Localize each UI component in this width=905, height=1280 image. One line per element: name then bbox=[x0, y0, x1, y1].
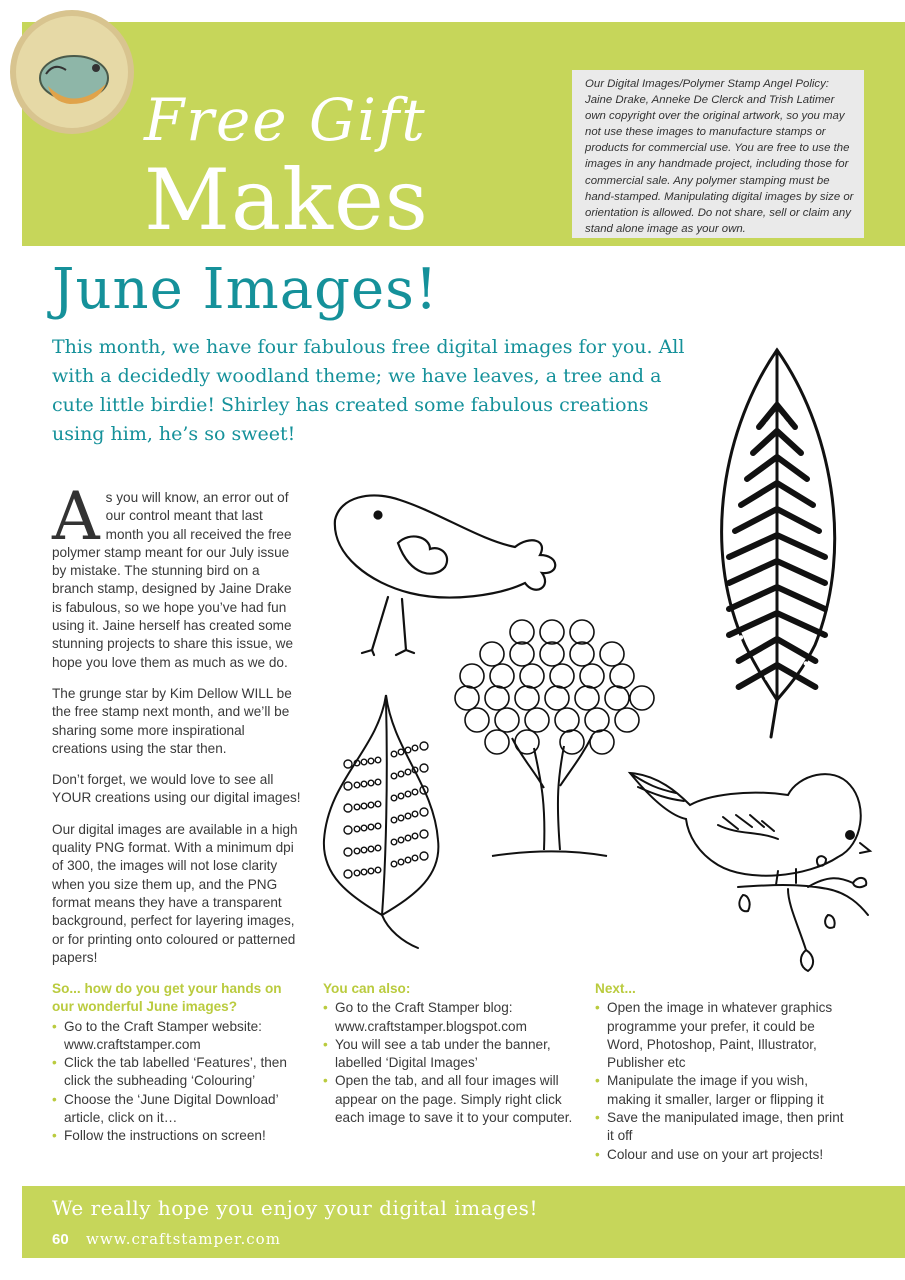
heart-leaf-illustration bbox=[318, 690, 446, 952]
list-item: • Open the image in whatever graphics programme your prefer, it could be Word, Photoshop, Paint, Illustrator, Publisher etc bbox=[595, 999, 850, 1072]
list-item: • Choose the ‘June Digital Download’ article, click on it… bbox=[52, 1091, 307, 1128]
footer-tagline: We really hope you enjoy your digital images! bbox=[52, 1196, 538, 1220]
chevron-leaf-illustration bbox=[705, 345, 855, 740]
list-item: • Follow the instructions on screen! bbox=[52, 1127, 307, 1145]
list-item: • Open the tab, and all four images will appear on the page. Simply right click each image to save it to your computer. bbox=[323, 1072, 578, 1127]
list-item: • You will see a tab under the banner, labelled ‘Digital Images’ bbox=[323, 1036, 578, 1073]
list-item: • Go to the Craft Stamper website: www.craftstamper.com bbox=[52, 1018, 307, 1055]
footer-website: www.craftstamper.com bbox=[86, 1230, 281, 1248]
page-headline: June Images! bbox=[52, 257, 439, 322]
column-how-to-get bbox=[52, 980, 307, 1146]
paragraph-2: The grunge star by Kim Dellow WILL be the free stamp next month, and we’ll be sharing some more inspirational creations using the star then. bbox=[52, 685, 292, 756]
bird-badge-icon bbox=[8, 8, 136, 136]
paragraph-1 bbox=[52, 478, 302, 672]
column-you-can-also bbox=[323, 980, 578, 1127]
bird-on-branch-illustration bbox=[628, 765, 873, 975]
list-item: • Manipulate the image if you wish, making it smaller, larger or flipping it bbox=[595, 1072, 850, 1109]
drop-cap: A bbox=[52, 478, 100, 555]
paragraph-1-text: s you will know, an error out of our control meant that last month you all received the free polymer stamp meant for our July issue by mistake. The stunning bird on a branch stamp, designed by Jaine Drake is fabulous, so we hope you’ve had fun using it. Jaine herself has created some stunning projects to share this issue, we hope you love them as much as we do. bbox=[52, 490, 294, 670]
step-list bbox=[323, 999, 578, 1127]
article-body bbox=[52, 478, 302, 980]
paragraph-3: Don’t forget, we would love to see all YOUR creations using our digital images! bbox=[52, 772, 301, 806]
step-list bbox=[52, 1018, 307, 1146]
header-banner bbox=[22, 22, 905, 249]
title-makes: Makes bbox=[144, 151, 429, 249]
page-number: 60 bbox=[52, 1231, 69, 1248]
column-heading: So... how do you get your hands on our wonderful June images? bbox=[52, 981, 282, 1015]
column-heading: Next... bbox=[595, 981, 636, 996]
title-free-gift: Free Gift bbox=[144, 86, 427, 154]
list-item: • Save the manipulated image, then print it off bbox=[595, 1109, 850, 1146]
column-next bbox=[595, 980, 850, 1164]
list-item: • Go to the Craft Stamper blog: www.craftstamper.blogspot.com bbox=[323, 999, 578, 1036]
intro-text: This month, we have four fabulous free digital images for you. All with a decidedly woodland theme; we have leaves, a tree and a cute little birdie! Shirley has created some fabulous creations using him, he’s so sweet! bbox=[52, 336, 685, 445]
step-list bbox=[595, 999, 850, 1164]
footer-banner bbox=[22, 1186, 905, 1258]
list-item: • Click the tab labelled ‘Features’, then click the subheading ‘Colouring’ bbox=[52, 1054, 307, 1091]
circle-tree-illustration bbox=[452, 618, 652, 866]
column-heading: You can also: bbox=[323, 981, 411, 996]
list-item: • Colour and use on your art projects! bbox=[595, 1146, 850, 1164]
copyright-policy-box: Our Digital Images/Polymer Stamp Angel Policy: Jaine Drake, Anneke De Clerck and Trish Latimer own copyright over the original artwork, so you may not use these images to manufacture stamps or products for commercial use. You are free to use the images in any handmade project, including those for commercial sale. Any polymer stamping must be hand-stamped. Manipulating digital images by size or orientation is allowed. Do not share, sell or claim any stand alone image as your own. bbox=[572, 70, 864, 238]
paragraph-4: Our digital images are available in a high quality PNG format. With a minimum dpi of 300, the images will not lose clarity when you size them up, and the PNG format means they have a transparent background, perfect for layering images, or for printing onto coloured or patterned papers! bbox=[52, 821, 298, 965]
